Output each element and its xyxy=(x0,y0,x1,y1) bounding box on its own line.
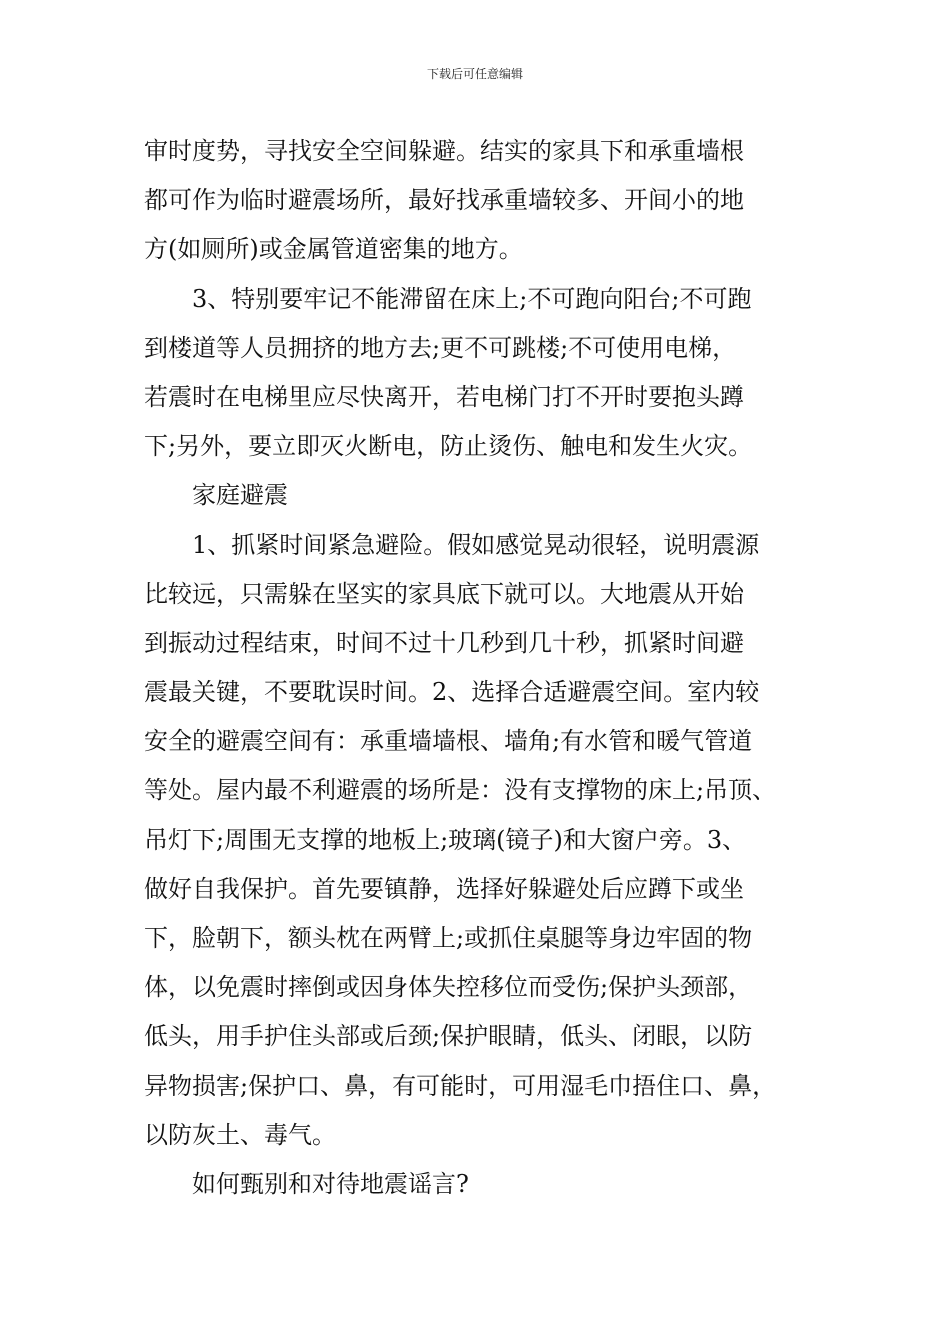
text-line: 等处。屋内最不利避震的场所是：没有支撑物的床上;吊顶、 xyxy=(144,776,777,805)
text-line: 以防灰土、毒气。 xyxy=(144,1120,336,1149)
text-line: 吊灯下;周围无支撑的地板上;玻璃(镜子)和大窗户旁。3、 xyxy=(144,825,747,854)
text-line: 异物损害;保护口、鼻，有可能时，可用湿毛巾捂住口、鼻， xyxy=(144,1071,777,1100)
text-line: 家庭避震 xyxy=(192,481,288,510)
text-line: 比较远，只需躲在坚实的家具底下就可以。大地震从开始 xyxy=(144,579,744,608)
text-line: 若震时在电梯里应尽快离开，若电梯门打不开时要抱头蹲 xyxy=(144,382,744,411)
page-header: 下载后可任意编辑 xyxy=(426,67,523,81)
text-line: 1、抓紧时间紧急避险。假如感觉晃动很轻，说明震源 xyxy=(192,530,760,559)
text-line: 方(如厕所)或金属管道密集的地方。 xyxy=(144,235,523,264)
text-line: 安全的避震空间有：承重墙墙根、墙角;有水管和暖气管道 xyxy=(144,727,753,756)
text-line: 审时度势，寻找安全空间躲避。结实的家具下和承重墙根 xyxy=(144,137,744,165)
text-line: 下;另外，要立即灭火断电，防止烫伤、触电和发生火灾。 xyxy=(144,432,753,461)
text-line: 到楼道等人员拥挤的地方去;更不可跳楼;不可使用电梯， xyxy=(144,333,737,362)
text-line: 3、特别要牢记不能滞留在床上;不可跑向阳台;不可跑 xyxy=(192,284,752,313)
text-line: 低头，用手护住头部或后颈;保护眼睛，低头、闭眼，以防 xyxy=(144,1022,753,1051)
document-body xyxy=(144,127,824,1209)
text-line: 下，脸朝下，额头枕在两臂上;或抓住桌腿等身边牢固的物 xyxy=(144,924,753,952)
text-line: 如何甄别和对待地震谣言? xyxy=(192,1169,469,1198)
text-line: 体，以免震时摔倒或因身体失控移位而受伤;保护头颈部， xyxy=(144,973,753,1002)
text-line: 震最关键，不要耽误时间。2、选择合适避震空间。室内较 xyxy=(144,678,760,707)
text-line: 都可作为临时避震场所，最好找承重墙较多、开间小的地 xyxy=(144,186,744,215)
text-line: 做好自我保护。首先要镇静，选择好躲避处后应蹲下或坐 xyxy=(144,874,744,903)
text-line: 到振动过程结束，时间不过十几秒到几十秒，抓紧时间避 xyxy=(144,628,744,657)
